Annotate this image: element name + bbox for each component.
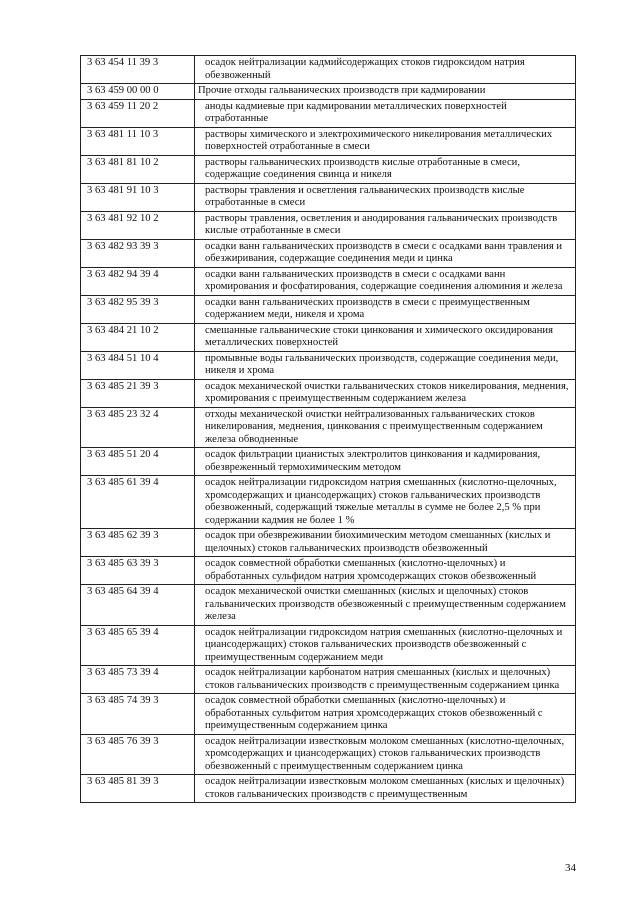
table-row <box>81 379 576 407</box>
waste-code-cell: 3 63 485 73 39 4 <box>81 666 195 694</box>
waste-code-cell: 3 63 484 51 10 4 <box>81 351 195 379</box>
waste-description-cell: осадок механической очистки гальванических стоков никелирования, меднения, хромирования с преимущественным содержанием железа <box>195 379 576 407</box>
waste-code-cell: 3 63 481 92 10 2 <box>81 211 195 239</box>
table-row <box>81 734 576 775</box>
table-row <box>81 56 576 84</box>
waste-code-cell: 3 63 481 81 10 2 <box>81 155 195 183</box>
waste-code-cell: 3 63 481 91 10 3 <box>81 183 195 211</box>
waste-code-cell: 3 63 482 93 39 3 <box>81 239 195 267</box>
waste-description-cell: осадки ванн гальванических производств в смеси с осадками ванн хромирования и фосфатирования, содержащие соединения алюминия и железа <box>195 267 576 295</box>
waste-code-cell: 3 63 485 81 39 3 <box>81 775 195 803</box>
waste-description-cell: осадок нейтрализации гидроксидом натрия смешанных (кислотно-щелочных, хромсодержащих и циансодержащих) стоков гальванических производств обезвоженный, содержащий тяжелые металлы в сумме не более 2,5 % при содержании кадмия не более 1 % <box>195 476 576 529</box>
table-row <box>81 407 576 448</box>
table-row <box>81 183 576 211</box>
table-row <box>81 666 576 694</box>
waste-description-cell: осадок нейтрализации гидроксидом натрия смешанных (кислотно-щелочных и циансодержащих) стоков гальванических производств обезвоженный с преимущественным содержанием меди <box>195 625 576 666</box>
waste-code-cell: 3 63 485 23 32 4 <box>81 407 195 448</box>
table-row <box>81 211 576 239</box>
waste-description-cell: осадок механической очистки смешанных (кислых и щелочных) стоков гальванических производств обезвоженный с преимущественным содержанием железа <box>195 585 576 626</box>
waste-description-cell: осадок нейтрализации известковым молоком смешанных (кислотно-щелочных, хромсодержащих и циансодержащих) стоков гальванических производств обезвоженный с преимущественным содержанием цинка <box>195 734 576 775</box>
table-row <box>81 694 576 735</box>
waste-code-cell: 3 63 485 61 39 4 <box>81 476 195 529</box>
waste-code-cell: 3 63 485 65 39 4 <box>81 625 195 666</box>
table-row <box>81 99 576 127</box>
waste-description-cell: аноды кадмиевые при кадмировании металлических поверхностей отработанные <box>195 99 576 127</box>
waste-code-cell: 3 63 459 11 20 2 <box>81 99 195 127</box>
waste-code-cell: 3 63 484 21 10 2 <box>81 323 195 351</box>
table-row <box>81 529 576 557</box>
waste-code-cell: 3 63 482 95 39 3 <box>81 295 195 323</box>
waste-description-cell: осадки ванн гальванических производств в смеси с преимущественным содержанием меди, никеля и хрома <box>195 295 576 323</box>
waste-code-cell: 3 63 485 76 39 3 <box>81 734 195 775</box>
waste-description-cell: осадок при обезвреживании биохимическим методом смешанных (кислых и щелочных) стоков гальванических производств обезвоженный <box>195 529 576 557</box>
waste-code-cell: 3 63 454 11 39 3 <box>81 56 195 84</box>
table-row <box>81 448 576 476</box>
waste-description-cell: осадок нейтрализации кадмийсодержащих стоков гидроксидом натрия обезвоженный <box>195 56 576 84</box>
table-row <box>81 267 576 295</box>
waste-description-cell: растворы травления, осветления и анодирования гальванических производств кислые отработанные в смеси <box>195 211 576 239</box>
table-row <box>81 239 576 267</box>
waste-code-cell: 3 63 485 64 39 4 <box>81 585 195 626</box>
waste-codes-table-body <box>81 56 576 803</box>
waste-description-cell: осадок фильтрации цианистых электролитов цинкования и кадмирования, обезвреженный термохимическим методом <box>195 448 576 476</box>
table-group-row <box>81 84 576 100</box>
waste-description-cell: осадок нейтрализации известковым молоком смешанных (кислых и щелочных) стоков гальванических производств с преимущественным <box>195 775 576 803</box>
waste-code-cell: 3 63 485 21 39 3 <box>81 379 195 407</box>
waste-code-cell: 3 63 459 00 00 0 <box>81 84 195 100</box>
table-row <box>81 585 576 626</box>
table-row <box>81 295 576 323</box>
table-row <box>81 557 576 585</box>
waste-description-cell: осадок совместной обработки смешанных (кислотно-щелочных) и обработанных сульфидом натрия хромсодержащих стоков обезвоженный <box>195 557 576 585</box>
waste-code-cell: 3 63 485 62 39 3 <box>81 529 195 557</box>
table-row <box>81 155 576 183</box>
waste-code-cell: 3 63 482 94 39 4 <box>81 267 195 295</box>
waste-code-cell: 3 63 485 74 39 3 <box>81 694 195 735</box>
waste-description-cell: Прочие отходы гальванических производств при кадмировании <box>195 84 576 100</box>
waste-code-cell: 3 63 485 51 20 4 <box>81 448 195 476</box>
waste-description-cell: смешанные гальванические стоки цинкования и химического оксидирования металлических поверхностей <box>195 323 576 351</box>
table-row <box>81 775 576 803</box>
waste-description-cell: осадок совместной обработки смешанных (кислотно-щелочных) и обработанных сульфитом натрия хромсодержащих стоков обезвоженный с преимущественным содержанием цинка <box>195 694 576 735</box>
waste-description-cell: промывные воды гальванических производств, содержащие соединения меди, никеля и хрома <box>195 351 576 379</box>
waste-description-cell: растворы гальванических производств кислые отработанные в смеси, содержащие соединения свинца и никеля <box>195 155 576 183</box>
table-row <box>81 625 576 666</box>
waste-description-cell: осадок нейтрализации карбонатом натрия смешанных (кислых и щелочных) стоков гальванических производств с преимущественным содержанием цинка <box>195 666 576 694</box>
table-row <box>81 476 576 529</box>
table-row <box>81 127 576 155</box>
table-row <box>81 323 576 351</box>
waste-description-cell: осадки ванн гальванических производств в смеси с осадками ванн травления и обезжиривания, содержащие соединения меди и цинка <box>195 239 576 267</box>
waste-description-cell: отходы механической очистки нейтрализованных гальванических стоков никелирования, меднения, цинкования с преимущественным содержанием железа обводненные <box>195 407 576 448</box>
waste-code-cell: 3 63 481 11 10 3 <box>81 127 195 155</box>
waste-description-cell: растворы химического и электрохимического никелирования металлических поверхностей отработанные в смеси <box>195 127 576 155</box>
page-number: 34 <box>565 862 576 874</box>
waste-description-cell: растворы травления и осветления гальванических производств кислые отработанные в смеси <box>195 183 576 211</box>
table-row <box>81 351 576 379</box>
waste-code-cell: 3 63 485 63 39 3 <box>81 557 195 585</box>
waste-codes-table <box>80 55 576 803</box>
